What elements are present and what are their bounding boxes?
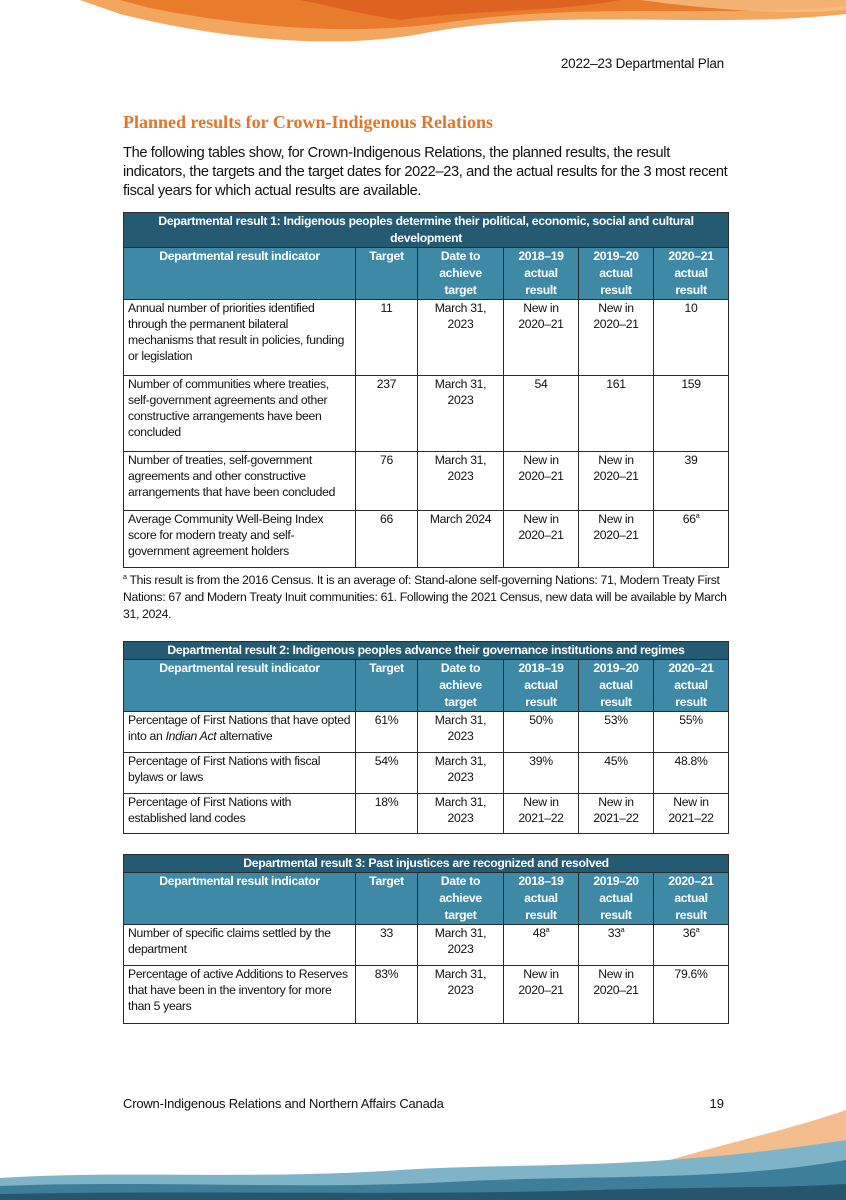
result-2018-19-cell: 39% [504,753,579,794]
indicator-cell: Percentage of First Nations with established land codes [124,794,356,834]
result-value: 66 [682,512,696,526]
results-table-1 [123,212,729,568]
date-cell: March 31, 2023 [418,452,504,511]
indicator-emphasis: Indian Act [165,729,217,743]
result-2020-21-cell [654,511,729,568]
target-cell: 83% [356,966,418,1024]
date-cell: March 31, 2023 [418,753,504,794]
table-caption: Departmental result 1: Indigenous peoples determine their political, economic, social and cultural development [124,213,729,248]
results-table-2 [123,641,729,834]
footer-organization: Crown-Indigenous Relations and Northern Affairs Canada [123,1096,444,1111]
indicator-cell: Percentage of First Nations with fiscal bylaws or laws [124,753,356,794]
result-2018-19-cell: 50% [504,712,579,753]
target-cell: 33 [356,925,418,966]
date-cell: March 31, 2023 [418,925,504,966]
table-row [124,712,729,753]
result-2019-20-cell: New in 2020–21 [579,511,654,568]
result-2019-20-cell: New in 2021–22 [579,794,654,834]
indicator-cell: Number of communities where treaties, self-government agreements and other constructive arrangements have been concluded [124,376,356,452]
footnote-marker: a [695,926,700,934]
column-header: 2019–20 actual result [579,660,654,712]
bottom-watercolor-banner [0,1100,846,1200]
result-2018-19-cell: New in 2020–21 [504,300,579,376]
result-2020-21-cell: 48.8% [654,753,729,794]
column-header: 2018–19 actual result [504,660,579,712]
result-2019-20-cell: 161 [579,376,654,452]
table-row [124,925,729,966]
date-cell: March 31, 2023 [418,794,504,834]
result-2020-21-cell: New in 2021–22 [654,794,729,834]
column-header: Date to achieve target [418,660,504,712]
result-2018-19-cell: New in 2021–22 [504,794,579,834]
table-row [124,452,729,511]
indicator-cell: Annual number of priorities identified through the permanent bilateral mechanisms that result in policies, funding or legislation [124,300,356,376]
result-2018-19-cell: New in 2020–21 [504,966,579,1024]
target-cell: 11 [356,300,418,376]
column-header: Date to achieve target [418,248,504,300]
result-2020-21-cell: 55% [654,712,729,753]
results-table-3 [123,854,729,1024]
date-cell: March 2024 [418,511,504,568]
indicator-cell [124,712,356,753]
column-header: 2019–20 actual result [579,873,654,925]
column-header: Date to achieve target [418,873,504,925]
column-header: 2020–21 actual result [654,660,729,712]
column-header: Departmental result indicator [124,660,356,712]
result-2020-21-cell: 159 [654,376,729,452]
result-2020-21-cell: 39 [654,452,729,511]
target-cell: 18% [356,794,418,834]
indicator-cell: Number of specific claims settled by the department [124,925,356,966]
date-cell: March 31, 2023 [418,966,504,1024]
target-cell: 54% [356,753,418,794]
table-row [124,794,729,834]
footnote-marker: a [695,512,700,520]
table-row [124,300,729,376]
result-2019-20-cell: New in 2020–21 [579,300,654,376]
table-row [124,511,729,568]
result-value: 36 [682,926,696,940]
page-number: 19 [709,1096,724,1111]
column-header: Departmental result indicator [124,873,356,925]
column-header: Target [356,660,418,712]
date-cell: March 31, 2023 [418,300,504,376]
result-2019-20-cell: New in 2020–21 [579,966,654,1024]
result-value: 33 [607,926,621,940]
footnote-marker: a [545,926,550,934]
date-cell: March 31, 2023 [418,376,504,452]
column-header: 2019–20 actual result [579,248,654,300]
indicator-cell: Number of treaties, self-government agreements and other constructive arrangements that have been concluded [124,452,356,511]
footnote-marker: a [123,573,127,581]
result-value: 48 [532,926,546,940]
result-2020-21-cell: 79.6% [654,966,729,1024]
footnote [123,572,733,623]
table-row [124,966,729,1024]
result-2018-19-cell: New in 2020–21 [504,452,579,511]
indicator-text: alternative [216,729,273,743]
table-row [124,376,729,452]
document-title: 2022–23 Departmental Plan [560,56,724,71]
column-header: 2020–21 actual result [654,248,729,300]
target-cell: 61% [356,712,418,753]
column-header: Target [356,873,418,925]
top-watercolor-banner [0,0,846,60]
result-2019-20-cell [579,925,654,966]
date-cell: March 31, 2023 [418,712,504,753]
column-header: Departmental result indicator [124,248,356,300]
indicator-text: Percentage of First Nations that have opted into an [128,713,351,743]
result-2018-19-cell [504,925,579,966]
result-2019-20-cell: 45% [579,753,654,794]
result-2020-21-cell: 10 [654,300,729,376]
target-cell: 66 [356,511,418,568]
result-2019-20-cell: 53% [579,712,654,753]
column-header: 2018–19 actual result [504,873,579,925]
column-header: Target [356,248,418,300]
table-caption: Departmental result 3: Past injustices are recognized and resolved [124,855,729,873]
result-2020-21-cell [654,925,729,966]
section-title: Planned results for Crown-Indigenous Relations [123,112,494,132]
footnote-marker: a [620,926,625,934]
indicator-cell: Average Community Well-Being Index score for modern treaty and self-government agreement holders [124,511,356,568]
result-2018-19-cell: New in 2020–21 [504,511,579,568]
footnote-text: This result is from the 2016 Census. It is an average of: Stand-alone self-governing Nations: 71, Modern Treaty First Nations: 67 and Modern Treaty Inuit communities: 61. Following the 2021 Census, new data will be available by March 31, 2024. [123,573,727,621]
result-2019-20-cell: New in 2020–21 [579,452,654,511]
column-header: 2018–19 actual result [504,248,579,300]
result-2018-19-cell: 54 [504,376,579,452]
intro-paragraph: The following tables show, for Crown-Indigenous Relations, the planned results, the result indicators, the targets and the target dates for 2022–23, and the actual results for the 3 most recent fiscal years for which actual results are available. [123,145,728,199]
table-caption: Departmental result 2: Indigenous peoples advance their governance institutions and regimes [124,642,729,660]
table-row [124,753,729,794]
target-cell: 237 [356,376,418,452]
indicator-cell: Percentage of active Additions to Reserves that have been in the inventory for more than 5 years [124,966,356,1024]
target-cell: 76 [356,452,418,511]
column-header: 2020–21 actual result [654,873,729,925]
